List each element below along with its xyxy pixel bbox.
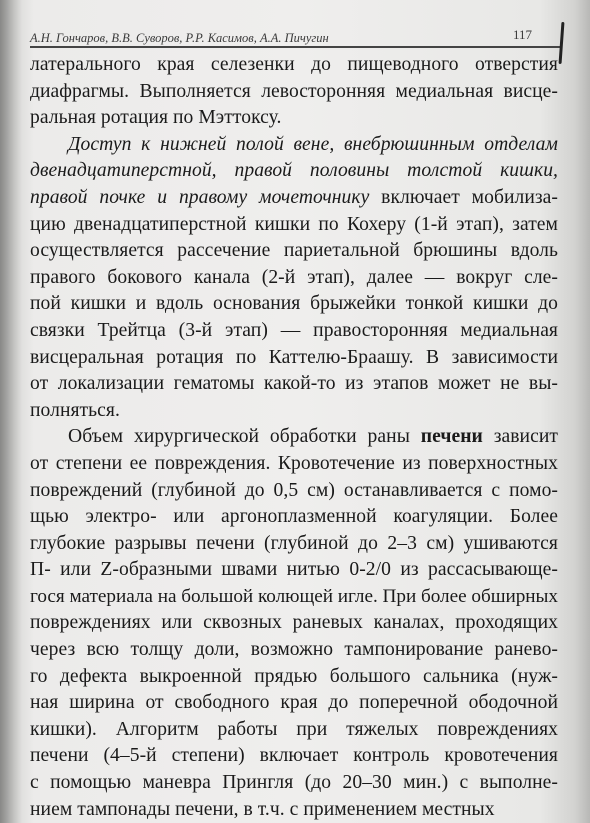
text-line	[30, 584, 558, 611]
text-segment: полняться.	[30, 399, 120, 421]
text-segment: включает мобилиза-	[369, 186, 559, 208]
text-line	[30, 238, 558, 265]
text-line	[30, 637, 558, 664]
text-segment: латерального края селезенки до пищеводного отверстия	[30, 54, 558, 75]
text-line	[30, 79, 558, 106]
text-line	[30, 265, 558, 292]
text-line	[30, 717, 558, 744]
text-segment: щью электро- или аргоноплазменной коагуляции. Более	[30, 506, 558, 528]
text-segment: го дефекта выкроенной прядью большого сальника (нуж-	[30, 665, 558, 687]
text-segment: через всю толщу доли, возможно тампонирование ранево-	[30, 639, 558, 661]
body-text	[30, 52, 558, 823]
text-segment: с помощью маневра Прингля (до 20–30 мин.) с выполне-	[30, 772, 558, 794]
text-line	[30, 451, 558, 478]
text-line	[30, 291, 558, 318]
page-number: 117	[512, 27, 532, 42]
text-line	[30, 557, 558, 584]
text-segment: правого бокового канала (2-й этап), далее — вокруг сле-	[30, 266, 558, 288]
text-line	[30, 132, 558, 159]
text-segment: Объем хирургической обработки раны	[68, 426, 421, 448]
paragraph	[30, 424, 558, 823]
text-line	[30, 371, 558, 398]
text-segment: осуществляется рассечение париетальной брюшины вдоль	[30, 240, 558, 262]
text-line	[30, 797, 558, 823]
text-line	[30, 345, 558, 372]
text-line	[30, 424, 558, 451]
text-line	[30, 212, 558, 239]
text-segment: нием тампонады печени, в т.ч. с применением местных	[30, 798, 495, 820]
text-segment: ральная ротация по Мэттоксу.	[30, 107, 282, 129]
text-line	[30, 664, 558, 691]
text-segment: от локализации гематомы какой-то из этапов может не вы-	[30, 373, 558, 395]
italic-text: двенадцатиперстной, правой половины толстой кишки,	[30, 160, 558, 182]
text-line	[30, 610, 558, 637]
text-segment: повреждений (глубиной до 0,5 см) останавливается с помо-	[30, 479, 558, 501]
text-line	[30, 185, 558, 212]
text-line	[30, 478, 558, 505]
text-line	[30, 105, 558, 132]
text-segment: связки Трейтца (3-й этап) — правосторонняя медиальная	[30, 319, 558, 341]
text-line	[30, 770, 558, 797]
text-segment: от степени ее повреждения. Кровотечение из поверхностных	[30, 452, 558, 474]
italic-text: правой почке и правому мочеточнику	[30, 186, 370, 208]
running-header	[30, 27, 550, 47]
header-rule	[30, 46, 560, 48]
text-segment: гося материала на большой колющей игле. При более обширных	[30, 585, 558, 607]
text-segment: цию двенадцатиперстной кишки по Кохеру (1-й этап), затем	[30, 213, 558, 235]
header-authors: А.Н. Гончаров, В.В. Суворов, Р.Р. Касимов, А.А. Пичугин	[30, 31, 329, 45]
text-segment: глубокие разрывы печени (глубиной до 2–3 см) ушиваются	[30, 532, 558, 554]
text-segment: висцеральная ротация по Каттелю-Браашу. В зависимости	[30, 346, 558, 368]
text-line	[30, 398, 558, 425]
text-segment: кишки). Алгоритм работы при тяжелых повреждениях	[30, 718, 558, 740]
page-edge-mark	[559, 22, 565, 64]
text-line	[30, 52, 558, 79]
bold-term: печени	[420, 426, 483, 448]
text-segment: ная ширина от свободного края до поперечной ободочной	[30, 692, 558, 714]
text-line	[30, 531, 558, 558]
text-line	[30, 158, 558, 185]
binding-shadow	[0, 0, 22, 823]
text-segment: зависит	[482, 426, 558, 448]
paragraph	[30, 132, 558, 425]
text-line	[30, 690, 558, 717]
text-segment: П- или Z-образными швами нитью 0-2/0 из рассасывающе-	[30, 559, 558, 581]
text-line	[30, 743, 558, 770]
text-line	[30, 318, 558, 345]
italic-text: Доступ к нижней полой вене, внебрюшинным отделам	[68, 133, 558, 155]
text-segment: диафрагмы. Выполняется левосторонняя медиальная висце-	[30, 80, 558, 102]
text-line	[30, 504, 558, 531]
paragraph	[30, 52, 558, 132]
text-segment: печени (4–5-й степени) включает контроль кровотечения	[30, 745, 558, 767]
text-segment: повреждениях или сквозных раневых каналах, проходящих	[30, 612, 558, 634]
text-segment: пой кишки и вдоль основания брыжейки тонкой кишки до	[30, 293, 558, 315]
